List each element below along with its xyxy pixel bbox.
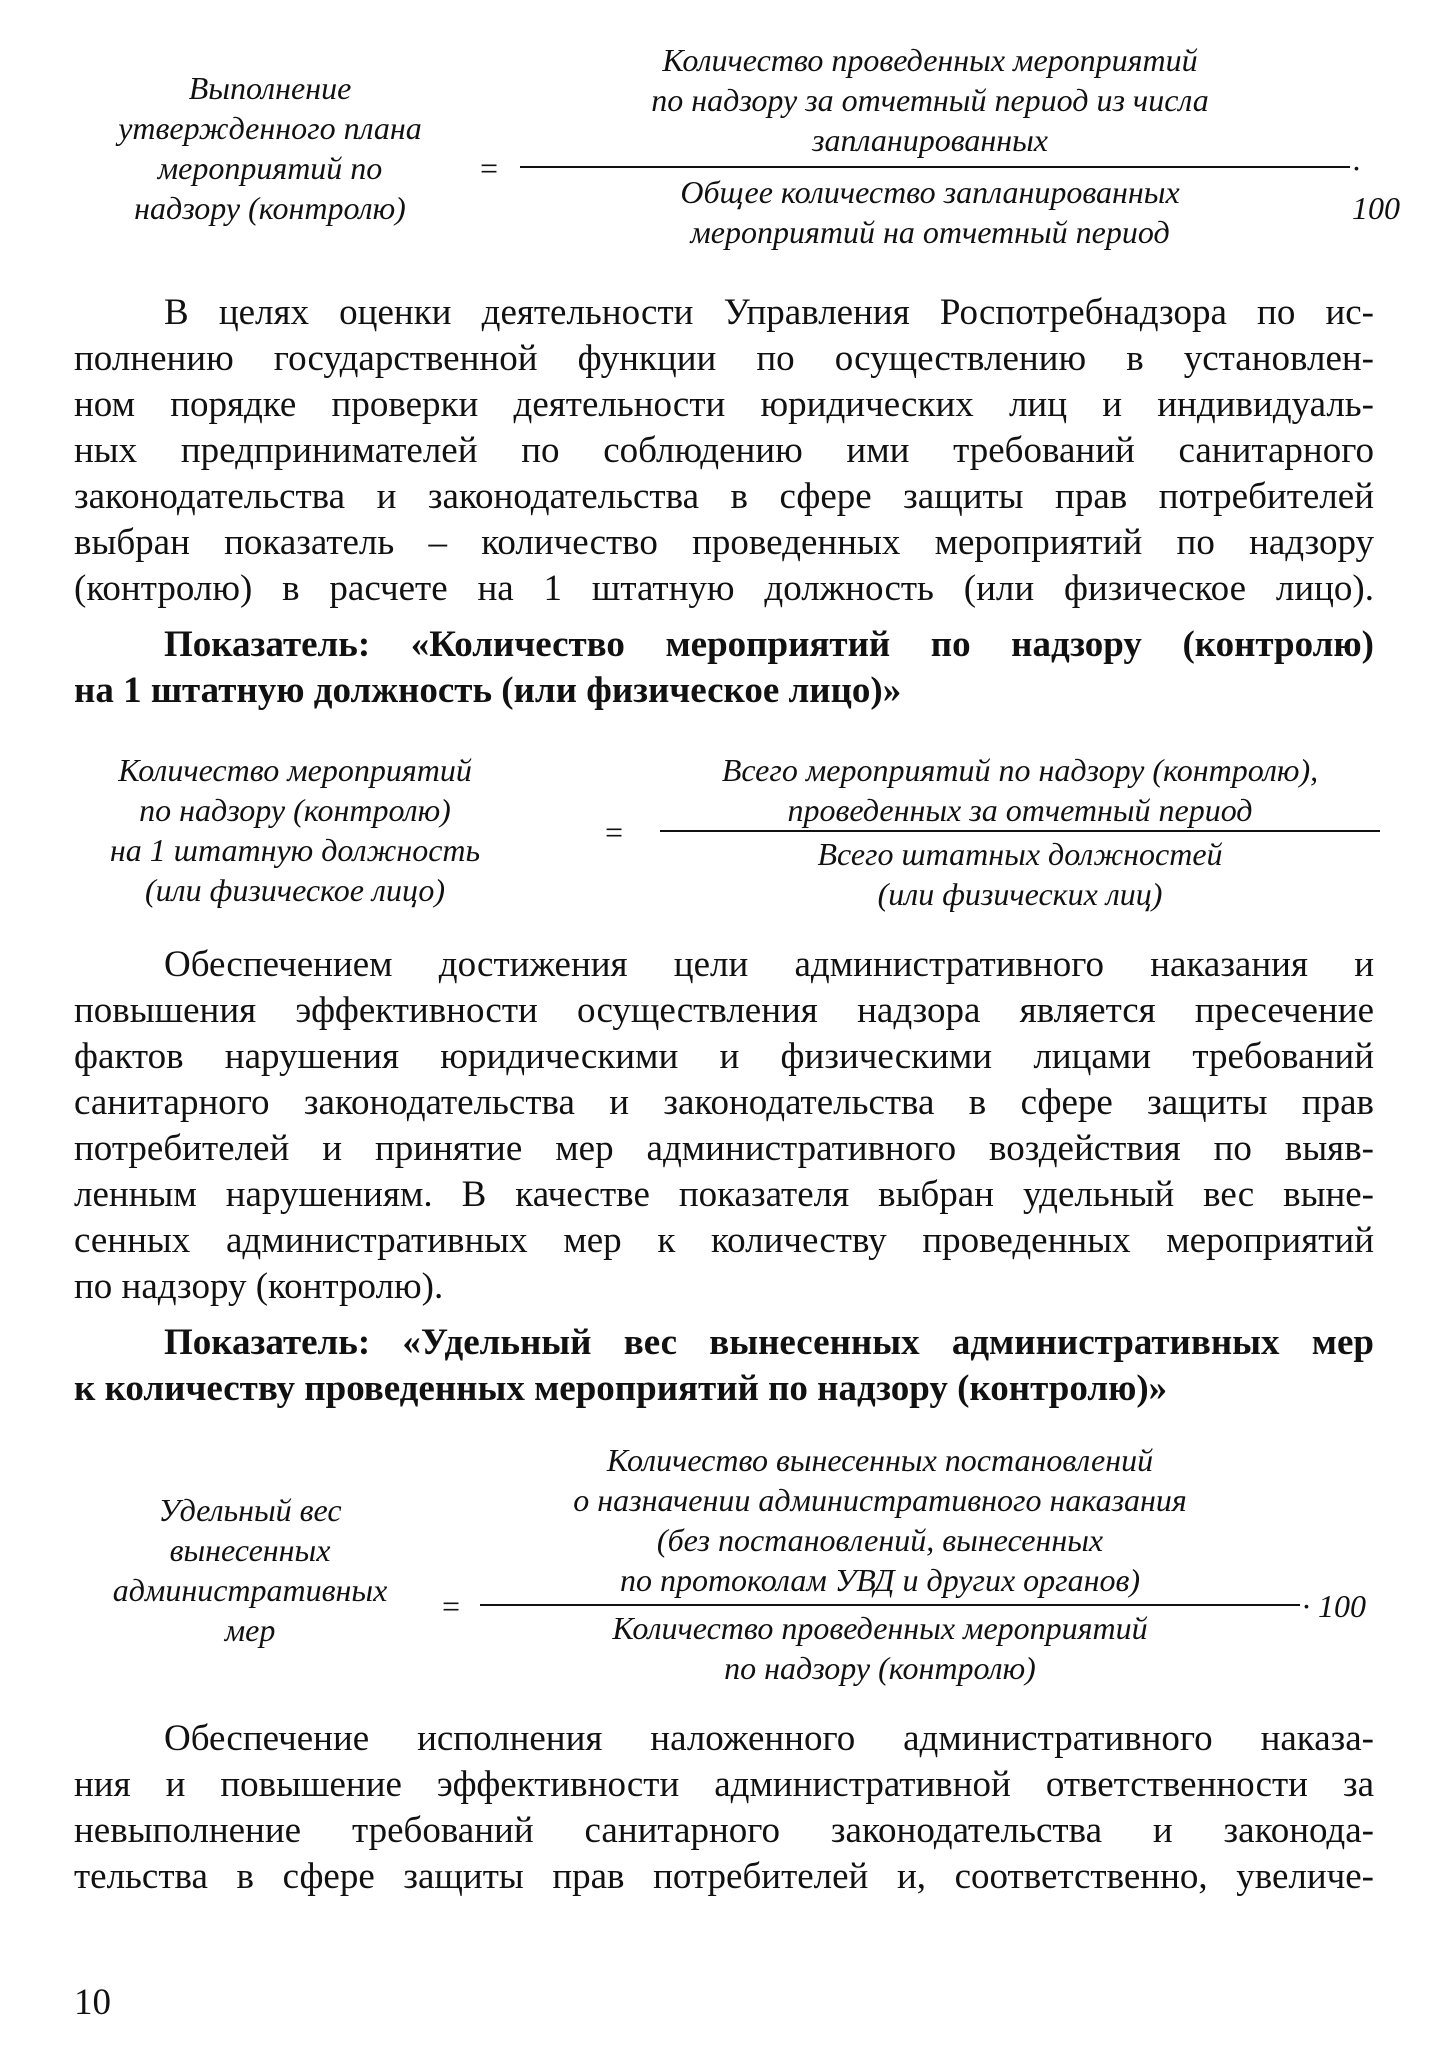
- formula-left-line: (или физическое лицо): [144, 872, 445, 908]
- text-line: повышения эффективности осуществления надзора является пресечение: [74, 990, 1374, 1031]
- text-line: ном порядке проверки деятельности юридических лиц и индивидуаль-: [74, 384, 1374, 425]
- paragraph-administrative-measures: [74, 942, 1374, 1310]
- text-line: выбран показатель – количество проведенных мероприятий по надзору: [74, 522, 1374, 563]
- denominator-line: Количество проведенных мероприятий: [612, 1610, 1148, 1646]
- denominator-line: (или физических лиц): [877, 876, 1163, 912]
- formula-left-line: на 1 штатную должность: [109, 832, 481, 868]
- text-line: полнению государственной функции по осуществлению в установлен-: [74, 338, 1374, 379]
- heading-line: на 1 штатную должность (или физическое лицо)»: [74, 670, 902, 711]
- formula-left-line: мероприятий по: [157, 150, 383, 186]
- denominator-line: Общее количество запланированных: [680, 174, 1180, 210]
- numerator-line: проведенных за отчетный период: [787, 792, 1253, 828]
- text-line: ленным нарушениям. В качестве показателя выбран удельный вес выне-: [74, 1174, 1374, 1215]
- text-line: по надзору (контролю).: [74, 1266, 444, 1307]
- heading-line: к количеству проведенных мероприятий по надзору (контролю)»: [74, 1368, 1168, 1409]
- multiplier: · 100: [1352, 150, 1400, 226]
- denominator-line: по надзору (контролю): [724, 1650, 1036, 1686]
- fraction-bar: [480, 1604, 1300, 1606]
- numerator-line: Количество вынесенных постановлений: [606, 1442, 1154, 1478]
- formula-left-line: по надзору (контролю): [139, 792, 451, 828]
- formula-denominator: [490, 1608, 1270, 1688]
- formula-plan-execution: [80, 40, 1400, 250]
- fraction-bar: [660, 830, 1380, 832]
- paragraph-enforcement: [74, 1716, 1374, 1900]
- formula-left-line: мер: [224, 1612, 276, 1648]
- formula-numerator: [660, 750, 1380, 830]
- page-number: 10: [74, 1982, 111, 2023]
- text-line: законодательства и законодательства в сфере защиты прав потребителей: [74, 476, 1374, 517]
- formula-left-line: Удельный вес: [158, 1492, 342, 1528]
- formula-left-side: [80, 1490, 420, 1650]
- text-line: санитарного законодательства и законодательства в сфере защиты прав: [74, 1082, 1374, 1123]
- numerator-line: о назначении административного наказания: [573, 1482, 1187, 1518]
- formula-left-side: [80, 68, 460, 228]
- formula-measures-share: [80, 1440, 1380, 1690]
- denominator-line: Всего штатных должностей: [817, 836, 1223, 872]
- text-line: сенных административных мер к количеству проведенных мероприятий: [74, 1220, 1374, 1261]
- paragraph-evaluation: [74, 290, 1374, 612]
- text-line: Обеспечение исполнения наложенного административного наказа-: [164, 1718, 1374, 1759]
- numerator-line: запланированных: [812, 122, 1048, 158]
- formula-left-line: надзору (контролю): [134, 190, 406, 226]
- numerator-line: по надзору за отчетный период из числа: [651, 82, 1209, 118]
- multiplier: · 100: [1302, 1588, 1366, 1624]
- numerator-line: по протоколам УВД и других органов): [619, 1562, 1141, 1598]
- formula-left-line: административных: [112, 1572, 388, 1608]
- indicator-heading-2: [74, 1320, 1374, 1412]
- text-line: В целях оценки деятельности Управления Роспотребнадзора по ис-: [164, 292, 1374, 333]
- numerator-line: Количество проведенных мероприятий: [662, 42, 1198, 78]
- formula-denominator: [660, 834, 1380, 914]
- formula-per-position: [80, 750, 1380, 920]
- equals-sign: =: [605, 814, 624, 850]
- numerator-line: Всего мероприятий по надзору (контролю),: [721, 752, 1319, 788]
- text-line: Обеспечением достижения цели административного наказания и: [164, 944, 1374, 985]
- formula-left-line: вынесенных: [169, 1532, 331, 1568]
- text-line: потребителей и принятие мер административного воздействия по выяв-: [74, 1128, 1374, 1169]
- text-line: фактов нарушения юридическими и физическими лицами требований: [74, 1036, 1374, 1077]
- formula-left-line: Выполнение: [188, 70, 352, 106]
- formula-left-side: [80, 750, 510, 910]
- numerator-line: (без постановлений, вынесенных: [656, 1522, 1104, 1558]
- text-line: тельства в сфере защиты прав потребителей и, соответственно, увеличе-: [74, 1856, 1374, 1897]
- denominator-line: мероприятий на отчетный период: [690, 214, 1170, 250]
- text-line: ния и повышение эффективности административной ответственности за: [74, 1764, 1374, 1805]
- equals-sign: =: [480, 150, 499, 186]
- fraction-bar: [520, 166, 1350, 168]
- formula-numerator: [540, 40, 1320, 160]
- formula-left-line: утвержденного плана: [118, 110, 422, 146]
- text-line: ных предпринимателей по соблюдению ими требований санитарного: [74, 430, 1374, 471]
- text-line: невыполнение требований санитарного законодательства и законода-: [74, 1810, 1374, 1851]
- heading-line: Показатель: «Количество мероприятий по надзору (контролю): [164, 624, 1374, 665]
- heading-line: Показатель: «Удельный вес вынесенных административных мер: [164, 1322, 1374, 1363]
- text-line: (контролю) в расчете на 1 штатную должность (или физическое лицо).: [74, 568, 1374, 609]
- formula-left-line: Количество мероприятий: [118, 752, 472, 788]
- equals-sign: =: [442, 1588, 461, 1624]
- formula-numerator: [490, 1440, 1270, 1600]
- indicator-heading-1: [74, 622, 1374, 714]
- formula-denominator: [540, 172, 1320, 252]
